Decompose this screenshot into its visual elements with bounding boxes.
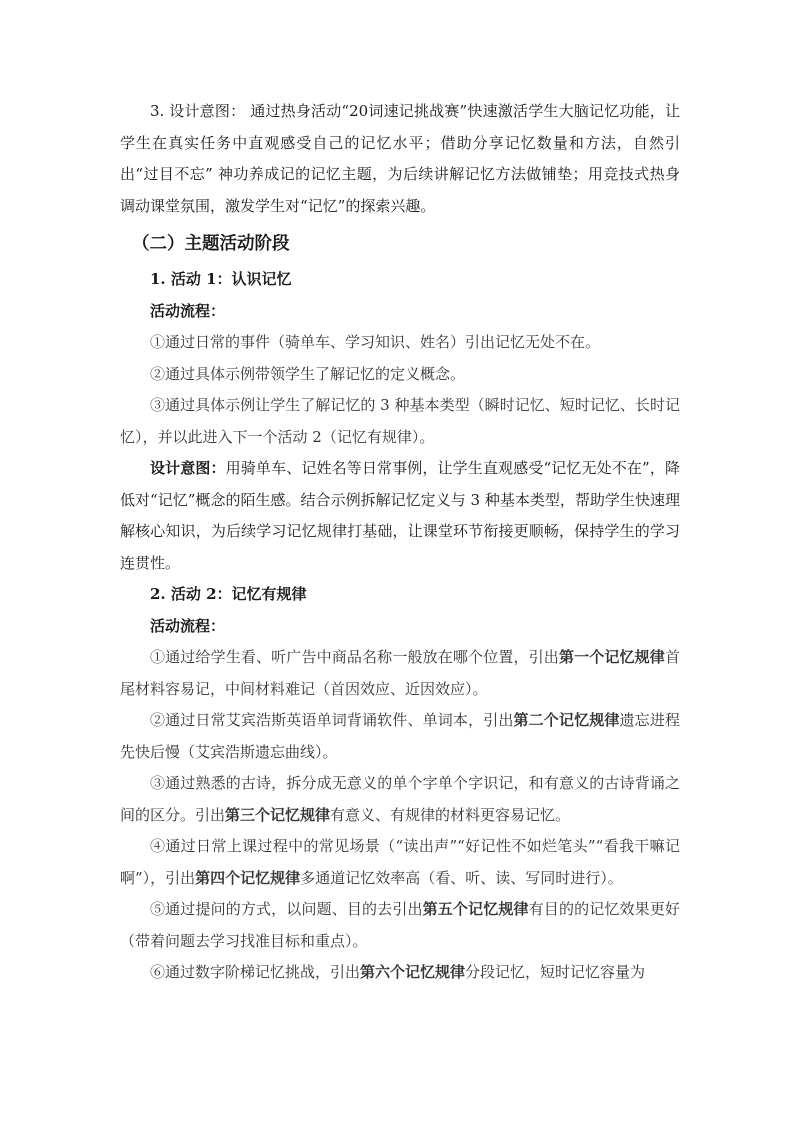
activity-2-item-3: ③通过熟悉的古诗，拆分成无意义的单个字单个字识记，和有意义的古诗背诵之间的区分。引出第三个记忆规律有意义、有规律的材料更容易记忆。 xyxy=(120,774,680,824)
activity-2-item-5: ⑤通过提问的方式，以问题、目的去引出第五个记忆规律有目的的记忆效果更好（带着问题去学习找准目标和重点）。 xyxy=(120,900,680,950)
design-intent-label: 设计意图： xyxy=(150,459,226,477)
memory-rule-4: 第四个记忆规律 xyxy=(195,868,301,887)
activity-2-item-1: ①通过给学生看、听广告中商品名称一般放在哪个位置，引出第一个记忆规律首尾材料容易记，中间材料难记（首因效应、近因效应）。 xyxy=(120,648,680,698)
memory-rule-3: 第三个记忆规律 xyxy=(225,805,331,824)
design-intent-text: 用骑单车、记姓名等日常事例，让学生直观感受“记忆无处不在”，降低对“记忆”概念的陌生感。结合示例拆解记忆定义与 3 种基本类型，帮助学生快速理解核心知识，为后续学习记忆规律打基础，让课堂环节衔接更顺畅，保持学生的学习连贯性。 xyxy=(120,459,680,572)
memory-rule-1: 第一个记忆规律 xyxy=(558,648,665,666)
activity-1-item-3: ③通过具体示例让学生了解记忆的 3 种基本类型（瞬时记忆、短时记忆、长时记忆），并以此进入下一个活动 2（记忆有规律）。 xyxy=(120,396,680,446)
activity-2-flow-label: 活动流程： xyxy=(150,616,226,635)
activity-2-item-6: ⑥通过数字阶梯记忆挑战，引出第六个记忆规律分段记忆，短时记忆容量为 xyxy=(150,963,646,981)
document-body xyxy=(120,96,680,989)
memory-rule-6: 第六个记忆规律 xyxy=(360,963,466,981)
activity-1-item-1: ①通过日常的事件（骑单车、学习知识、姓名）引出记忆无处不在。 xyxy=(150,333,601,351)
activity-1-item-2: ②通过具体示例带领学生了解记忆的定义概念。 xyxy=(150,364,466,383)
activity-1-flow-label: 活动流程： xyxy=(150,301,226,320)
memory-rule-5: 第五个记忆规律 xyxy=(422,900,529,918)
activity-2-item-2: ②通过日常艾宾浩斯英语单词背诵软件、单词本，引出第二个记忆规律遗忘进程先快后慢（艾宾浩斯遗忘曲线）。 xyxy=(120,711,680,761)
activity-1-title: 1. 活动 1：认识记忆 xyxy=(150,270,292,288)
design-intent-paragraph: 3. 设计意图： 通过热身活动“20词速记挑战赛”快速激活学生大脑记忆功能，让学生在真实任务中直观感受自己的记忆水平；借助分享记忆数量和方法，自然引出“过目不忘” 神功养成记的记忆主题，为后续讲解记忆方法做铺垫；用竞技式热身调动课堂氛围，激发学生对“记忆”的探索兴趣。 xyxy=(120,102,680,215)
activity-2-title: 2. 活动 2：记忆有规律 xyxy=(150,585,307,603)
activity-2-item-4: ④通过日常上课过程中的常见场景（“读出声”“好记性不如烂笔头”“看我干嘛记啊”），引出第四个记忆规律多通道记忆效率高（看、听、读、写同时进行）。 xyxy=(120,837,680,887)
memory-rule-2: 第二个记忆规律 xyxy=(513,711,620,729)
section-heading-theme-activity: （二）主题活动阶段 xyxy=(132,234,290,254)
activity-1-design-intent xyxy=(120,453,680,579)
